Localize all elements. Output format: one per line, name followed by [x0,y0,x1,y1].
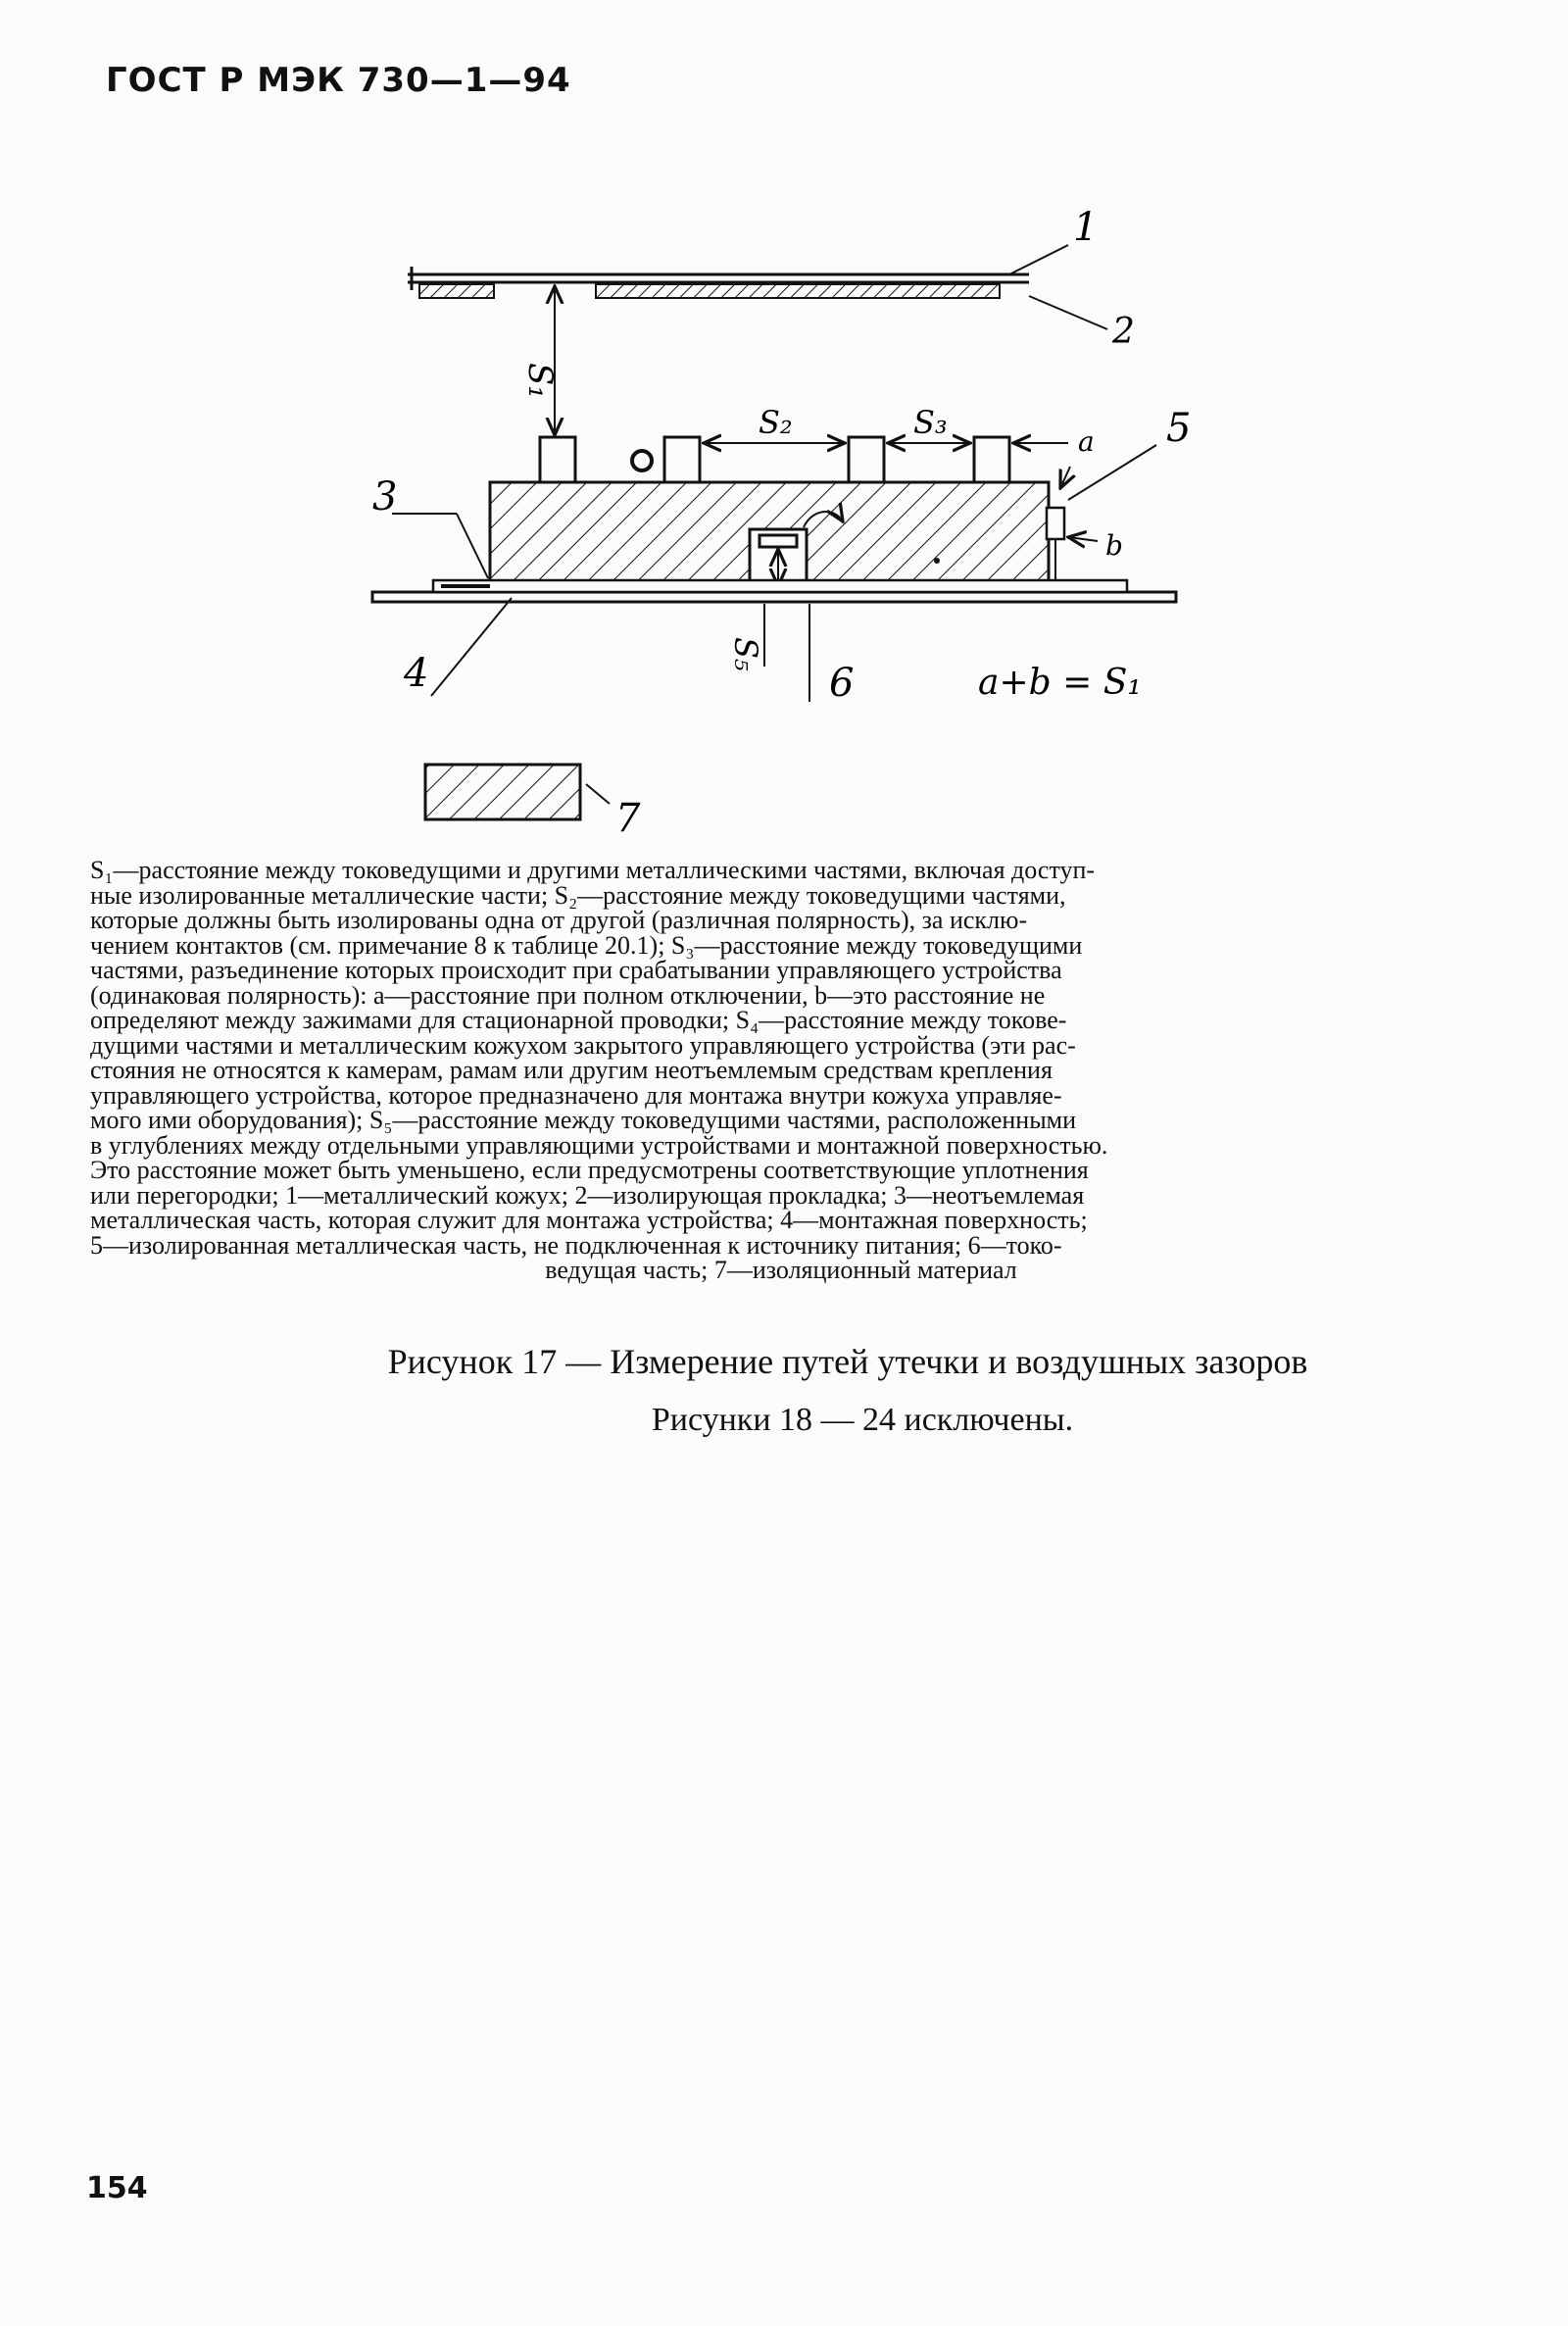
legend-line: мого ими оборудования); S₅—расстояние между токоведущими частями, расположенными [90,1106,1077,1134]
legend-line: дущими частями и металлическим кожухом закрытого управляющего устройства (эти рас- [90,1030,1076,1060]
figure-title: Рисунок 17 — Измерение путей утечки и воздушных зазоров [387,1342,1308,1381]
label-3-leader-b [457,514,488,578]
label-s2: S₂ [759,404,793,441]
label-4-leader [431,598,512,696]
legend-line: определяют между зажимами для стационарной проводки; S₄—расстояние между токове- [90,1006,1067,1034]
page-number: 154 [86,2171,148,2205]
label-s5: S₅ [727,637,764,671]
formula-label: a+b = S₁ [978,663,1142,703]
label-4: 4 [404,651,429,696]
legend-line: S₁—расстояние между токоведущими и другими металлическими частями, включая доступ- [90,856,1096,884]
legend-line: (одинаковая полярность): a—расстояние при полном отключении, b—это расстояние не [90,980,1046,1010]
legend-line: Это расстояние может быть уменьшено, если предусмотрены соответствующие уплотнения [90,1156,1089,1184]
legend-line: ные изолированные металлические части; S₂—расстояние между токоведущими частями, [90,880,1066,910]
label-3: 3 [372,474,398,520]
label-a: a [1078,425,1095,458]
label-2-leader [1029,296,1107,329]
insulating-gasket [419,284,1000,298]
figures-excluded-note: Рисунки 18 — 24 исключены. [651,1402,1074,1438]
figure-legend [90,858,1472,1283]
contact-symbol [632,451,652,470]
label-s3: S₃ [913,404,948,441]
label-7: 7 [615,796,641,841]
label-2: 2 [1112,312,1135,352]
label-b: b [1105,529,1123,562]
legend-line: чением контактов (см. примечание 8 к таблице 20.1); S₃—расстояние между токоведущими [90,930,1083,960]
legend-line: или перегородки; 1—металлический кожух; 2—изолирующая прокладка; 3—неотъемлемая [90,1180,1085,1210]
label-1-leader [1009,245,1068,274]
label-1: 1 [1073,205,1099,250]
legend-line-last: ведущая часть; 7—изоляционный материал [545,1256,1017,1284]
label-6: 6 [829,661,855,706]
label-s1: S₁ [520,363,560,399]
drawing-canvas [343,176,1205,863]
legend-line: в углублениях между отдельными управляющими устройствами и монтажной поверхностью. [90,1130,1108,1160]
legend-line: управляющего устройства, которое предназначено для монтажа внутри кожуха управляе- [90,1080,1062,1110]
legend-line: частями, разъединение которых происходит при срабатывании управляющего устройства [90,956,1062,984]
mounting-surface [372,580,1176,602]
label-5: 5 [1166,406,1192,451]
legend-line: металлическая часть, которая служит для монтажа устройства; 4—монтажная поверхность; [90,1206,1088,1234]
insulating-material-sample [425,765,580,819]
document-header: ГОСТ Р МЭК 730—1—94 [106,61,571,100]
legend-line: которые должны быть изолированы одна от другой (различная полярность), за исклю- [90,906,1028,934]
legend-line: 5—изолированная металлическая часть, не подключенная к источнику питания; 6—токо- [90,1230,1062,1260]
legend-line: стояния не относятся к камерам, рамам или другим неотъемлемым средствам крепления [90,1056,1053,1084]
technical-drawing [343,176,1205,863]
insulated-metal-part [1047,467,1098,588]
label-7-leader [586,784,610,804]
